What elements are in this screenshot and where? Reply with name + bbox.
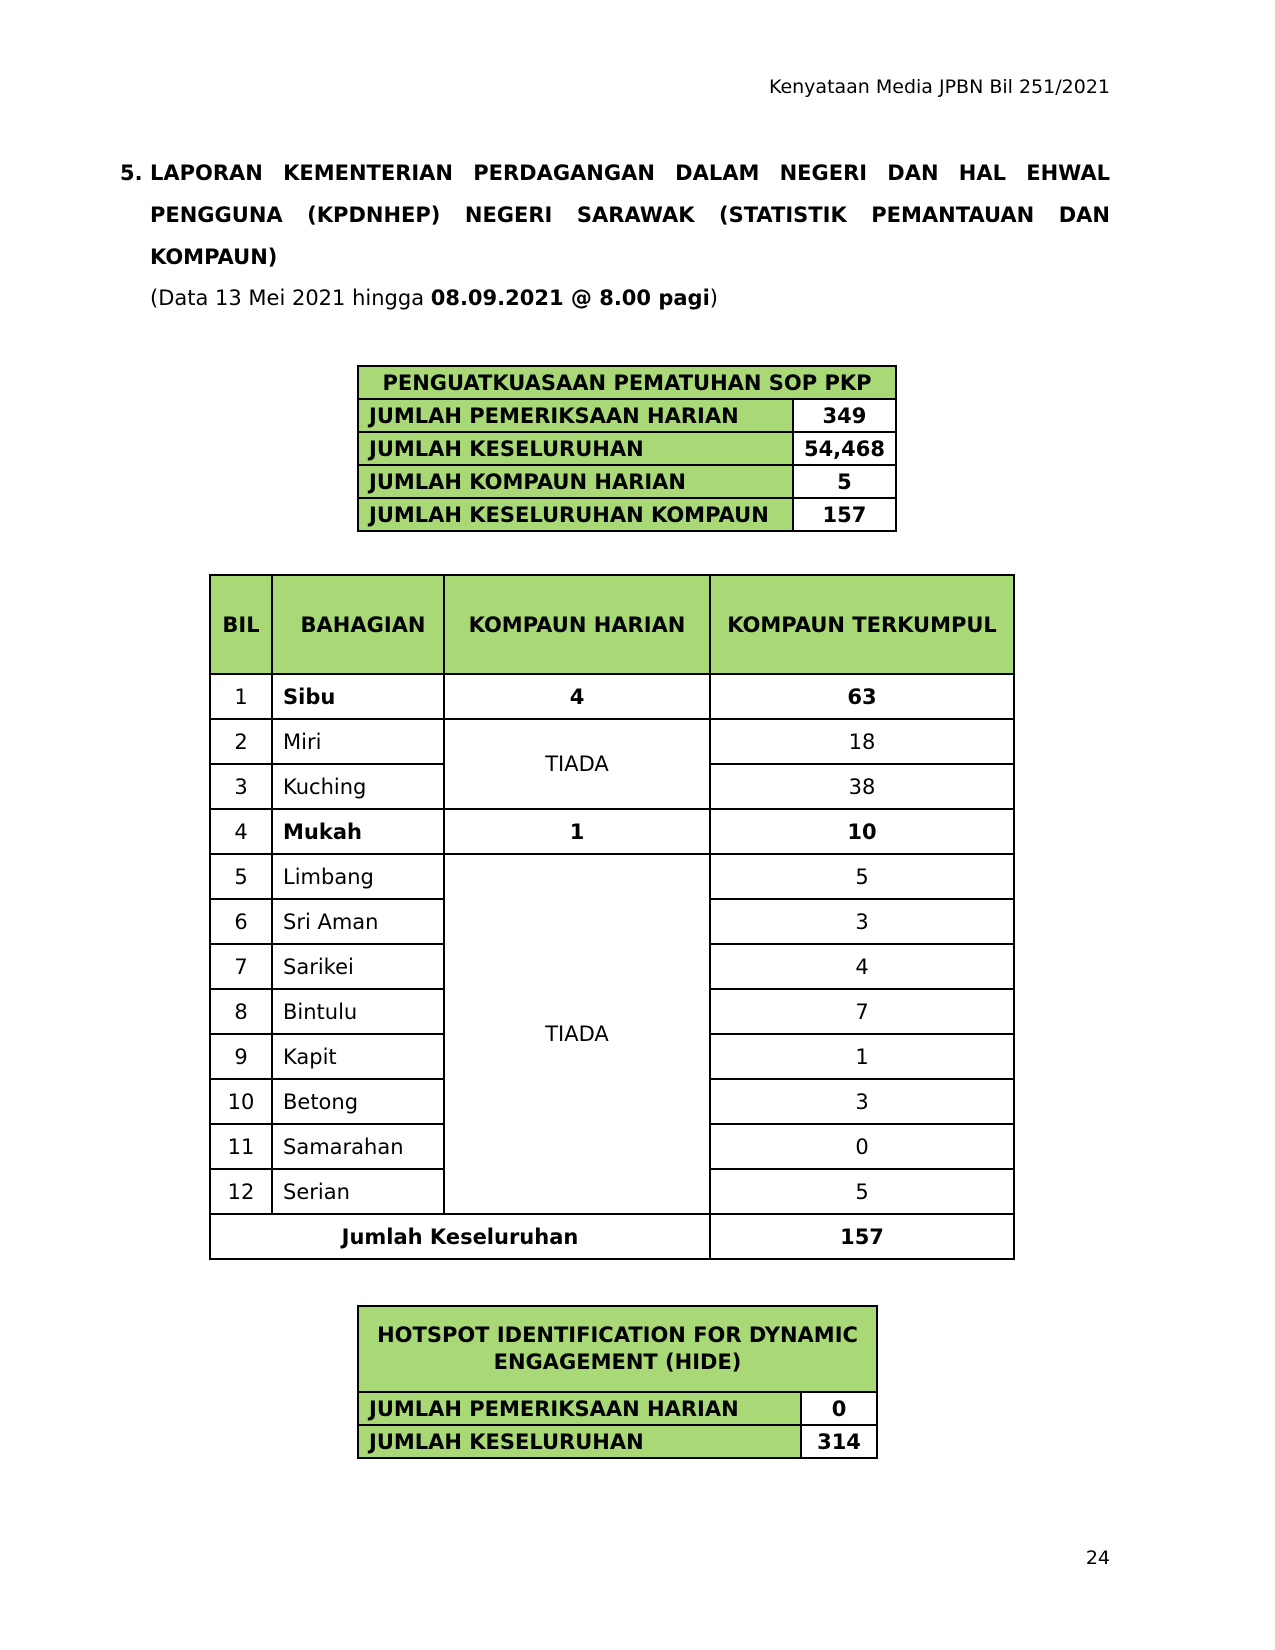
- row-label: JUMLAH PEMERIKSAAN HARIAN: [358, 399, 793, 432]
- total-value: 157: [710, 1214, 1014, 1259]
- cell-bahagian: Sarikei: [272, 944, 444, 989]
- cell-terkumpul: 3: [710, 899, 1014, 944]
- row-value: 349: [793, 399, 896, 432]
- cell-terkumpul: 1: [710, 1034, 1014, 1079]
- row-value: 5: [793, 465, 896, 498]
- cell-bahagian: Betong: [272, 1079, 444, 1124]
- section-number: 5.: [120, 161, 143, 185]
- cell-bil: 7: [210, 944, 272, 989]
- cell-bil: 10: [210, 1079, 272, 1124]
- cell-bil: 4: [210, 809, 272, 854]
- cell-harian-merged: TIADA: [444, 719, 710, 809]
- table-row: [358, 432, 896, 465]
- cell-bahagian: Serian: [272, 1169, 444, 1214]
- table-row: [358, 498, 896, 531]
- cell-terkumpul: 5: [710, 854, 1014, 899]
- cell-bahagian: Samarahan: [272, 1124, 444, 1169]
- row-label: JUMLAH KESELURUHAN: [358, 1425, 801, 1458]
- subtitle-close: ): [709, 286, 718, 310]
- hide-table: [357, 1305, 878, 1459]
- table-row: [210, 719, 1014, 764]
- table-header-row: [210, 575, 1014, 674]
- row-label: JUMLAH KOMPAUN HARIAN: [358, 465, 793, 498]
- cell-harian: 1: [444, 809, 710, 854]
- cell-harian: 4: [444, 674, 710, 719]
- kompaun-table: [209, 574, 1015, 1260]
- cell-bahagian: Sri Aman: [272, 899, 444, 944]
- cell-bil: 2: [210, 719, 272, 764]
- cell-terkumpul: 4: [710, 944, 1014, 989]
- cell-bil: 8: [210, 989, 272, 1034]
- sop-enforcement-table: [357, 365, 897, 532]
- cell-bahagian: Bintulu: [272, 989, 444, 1034]
- cell-bil: 9: [210, 1034, 272, 1079]
- cell-terkumpul: 0: [710, 1124, 1014, 1169]
- cell-terkumpul: 10: [710, 809, 1014, 854]
- row-label: JUMLAH KESELURUHAN: [358, 432, 793, 465]
- cell-bahagian: Miri: [272, 719, 444, 764]
- header-bil: BIL: [210, 575, 272, 674]
- page-number: 24: [1085, 1547, 1110, 1569]
- subtitle-date: 08.09.2021 @ 8.00 pagi: [430, 286, 710, 310]
- cell-bahagian: Mukah: [272, 809, 444, 854]
- table-row: [210, 854, 1014, 899]
- row-value: 54,468: [793, 432, 896, 465]
- table-row: [210, 809, 1014, 854]
- row-label: JUMLAH KESELURUHAN KOMPAUN: [358, 498, 793, 531]
- document-reference: Kenyataan Media JPBN Bil 251/2021: [768, 76, 1110, 98]
- header-bahagian: BAHAGIAN: [272, 575, 444, 674]
- cell-bahagian: Sibu: [272, 674, 444, 719]
- table-row: [358, 1392, 877, 1425]
- table-row: [358, 399, 896, 432]
- cell-terkumpul: 18: [710, 719, 1014, 764]
- row-value: 0: [801, 1392, 877, 1425]
- cell-bil: 11: [210, 1124, 272, 1169]
- table-row: [358, 1425, 877, 1458]
- table-row: [210, 674, 1014, 719]
- cell-bil: 3: [210, 764, 272, 809]
- cell-bahagian: Kapit: [272, 1034, 444, 1079]
- sop-table-title: PENGUATKUASAAN PEMATUHAN SOP PKP: [358, 366, 896, 399]
- table-row: [358, 465, 896, 498]
- subtitle-open: (Data 13 Mei 2021 hingga: [150, 286, 431, 310]
- row-label: JUMLAH PEMERIKSAAN HARIAN: [358, 1392, 801, 1425]
- section-subtitle: [150, 278, 1110, 318]
- cell-bil: 1: [210, 674, 272, 719]
- cell-terkumpul: 7: [710, 989, 1014, 1034]
- cell-terkumpul: 3: [710, 1079, 1014, 1124]
- cell-terkumpul: 5: [710, 1169, 1014, 1214]
- header-kompaun-terkumpul: KOMPAUN TERKUMPUL: [710, 575, 1014, 674]
- row-value: 157: [793, 498, 896, 531]
- total-row: [210, 1214, 1014, 1259]
- hide-table-title: HOTSPOT IDENTIFICATION FOR DYNAMIC ENGAGEMENT (HIDE): [358, 1306, 877, 1392]
- cell-terkumpul: 38: [710, 764, 1014, 809]
- total-label: Jumlah Keseluruhan: [210, 1214, 710, 1259]
- row-value: 314: [801, 1425, 877, 1458]
- header-kompaun-harian: KOMPAUN HARIAN: [444, 575, 710, 674]
- cell-terkumpul: 63: [710, 674, 1014, 719]
- section-heading: [120, 152, 1110, 318]
- section-title: LAPORAN KEMENTERIAN PERDAGANGAN DALAM NEGERI DAN HAL EHWAL PENGGUNA (KPDNHEP) NEGERI SARAWAK (STATISTIK PEMANTAUAN DAN KOMPAUN): [150, 161, 1110, 269]
- cell-bil: 12: [210, 1169, 272, 1214]
- cell-bil: 5: [210, 854, 272, 899]
- cell-bahagian: Limbang: [272, 854, 444, 899]
- cell-bahagian: Kuching: [272, 764, 444, 809]
- cell-harian-merged: TIADA: [444, 854, 710, 1214]
- cell-bil: 6: [210, 899, 272, 944]
